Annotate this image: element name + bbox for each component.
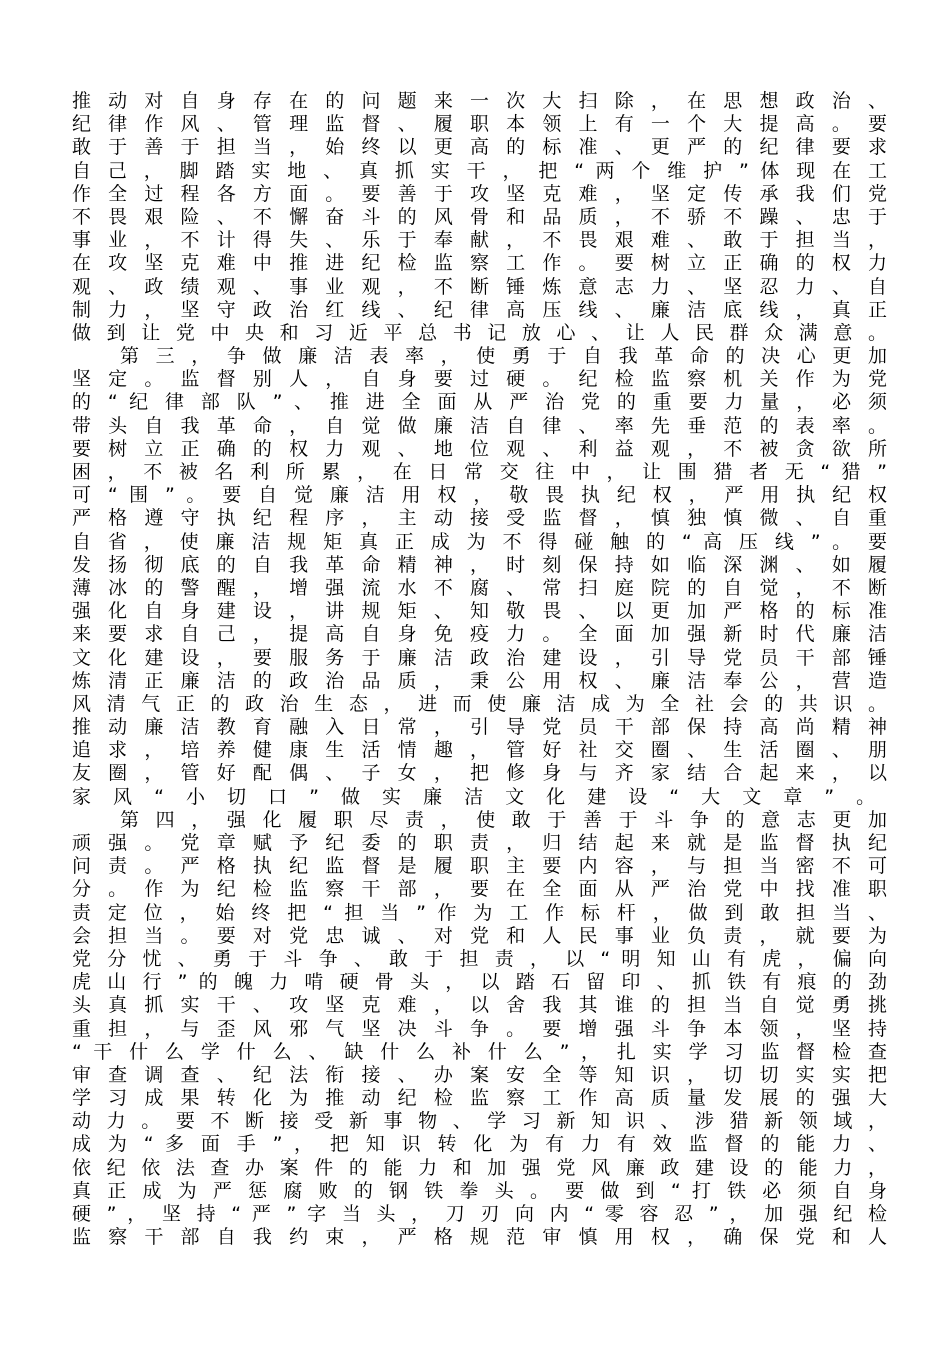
text-line: 做 到 让 党 中 央 和 习 近 平 总 书 记 放 心 、 让 人 民 群 众 满 意 。	[72, 321, 887, 344]
text-line: “ 干 什 么 学 什 么 、 缺 什 么 补 什 么 ” ， 扎 实 学 习 监 督 检 查	[72, 1040, 887, 1063]
text-line: 作 全 过 程 各 方 面 。 要 善 于 攻 坚 克 难 ， 坚 定 传 承 我 们 党	[72, 182, 887, 205]
text-line: 重 担 ， 与 歪 风 邪 气 坚 决 斗 争 。 要 增 强 斗 争 本 领 ， 坚 持	[72, 1017, 887, 1040]
text-line: 严 格 遵 守 执 纪 程 序 ， 主 动 接 受 监 督 ， 慎 独 慎 微 、 自 重	[72, 507, 887, 530]
text-line: 虎 山 行 ” 的 魄 力 啃 硬 骨 头 ， 以 踏 石 留 印 、 抓 铁 有 痕 的 劲	[72, 971, 887, 994]
text-line: 友 圈 ， 管 好 配 偶 、 子 女 ， 把 修 身 与 齐 家 结 合 起 来 ， 以	[72, 762, 887, 785]
text-line: 发 扬 彻 底 的 自 我 革 命 精 神 ， 时 刻 保 持 如 临 深 渊 、 如 履	[72, 553, 887, 576]
section-heading-line: 第 三 ， 争 做 廉 洁 表 率 ， 使 勇 于 自 我 革 命 的 决 心 更 加	[120, 345, 887, 368]
text-line: 成 为 “ 多 面 手 ” ， 把 知 识 转 化 为 有 力 有 效 监 督 的 能 力 、	[72, 1133, 887, 1156]
text-line: 带 头 自 我 革 命 ， 自 觉 做 廉 洁 自 律 、 率 先 垂 范 的 表 率 。	[72, 414, 887, 437]
text-line: 顽 强 。 党 章 赋 予 纪 委 的 职 责 ， 归 结 起 来 就 是 监 督 执 纪	[72, 832, 887, 854]
text-line: 审 查 调 查 、 纪 法 衔 接 、 办 案 安 全 等 知 识 ， 切 切 实 实 把	[72, 1063, 887, 1086]
text-line: 可 “ 围 ” 。 要 自 觉 廉 洁 用 权 ， 敬 畏 执 纪 权 ， 严 用 执 纪 权	[72, 484, 887, 507]
text-line: 在 攻 坚 克 难 中 推 进 纪 检 监 察 工 作 。 要 树 立 正 确 的 权 力	[72, 252, 887, 275]
text-line: 敢 于 善 于 担 当 ， 始 终 以 更 高 的 标 准 、 更 严 的 纪 律 要 求	[72, 136, 887, 159]
text-line: 党 分 忧 、 勇 于 斗 争 、 敢 于 担 责 ， 以 “ 明 知 山 有 虎 ， 偏 向	[72, 947, 887, 970]
text-line: 硬 ” ， 坚 持 “ 严 ” 字 当 头 ， 刀 刃 向 内 “ 零 容 忍 ” ， 加 强 纪 检	[72, 1203, 887, 1225]
text-line: 追 求 ， 培 养 健 康 生 活 情 趣 ， 管 好 社 交 圈 、 生 活 圈 、 朋	[72, 739, 887, 762]
text-line: 薄 冰 的 警 醒 ， 增 强 流 水 不 腐 、 常 扫 庭 院 的 自 觉 ， 不 断	[72, 576, 887, 599]
text-line: 制 力 ， 坚 守 政 治 红 线 、 纪 律 高 压 线 、 廉 洁 底 线 ， 真 正	[72, 298, 887, 321]
text-line: 自 己 ， 脚 踏 实 地 、 真 抓 实 干 ， 把 “ 两 个 维 护 ” 体 现 在 工	[72, 159, 887, 182]
text-line: 会 担 当 。 要 对 党 忠 诚 、 对 党 和 人 民 事 业 负 责 ， 就 要 为	[72, 924, 887, 947]
text-line: 文 化 建 设 ， 要 服 务 于 廉 洁 政 治 建 设 ， 引 导 党 员 干 部 锤	[72, 646, 887, 669]
text-line: 困 ， 不 被 名 利 所 累 ， 在 日 常 交 往 中 ， 让 围 猎 者 无 “ 猎 ”	[72, 461, 887, 483]
text-line: 动 力 。 要 不 断 接 受 新 事 物 、 学 习 新 知 识 、 涉 猎 新 领 域 ，	[72, 1110, 887, 1133]
text-line: 炼 清 正 廉 洁 的 政 治 品 质 ， 秉 公 用 权 、 廉 洁 奉 公 ， 营 造	[72, 669, 887, 692]
document-page	[72, 90, 887, 1249]
text-line: 推 动 对 自 身 存 在 的 问 题 来 一 次 大 扫 除 ， 在 思 想 政 治 、	[72, 90, 887, 112]
text-line: 分 。 作 为 纪 检 监 察 干 部 ， 要 在 全 面 从 严 治 党 中 找 准 职	[72, 878, 887, 901]
text-line: 坚 定 。 监 督 别 人 ， 自 身 要 过 硬 。 纪 检 监 察 机 关 作 为 党	[72, 368, 887, 391]
text-line: 真 正 成 为 严 惩 腐 败 的 钢 铁 拳 头 。 要 做 到 “ 打 铁 必 须 自 身	[72, 1179, 887, 1202]
text-line: 要 树 立 正 确 的 权 力 观 、 地 位 观 、 利 益 观 ， 不 被 贪 欲 所	[72, 437, 887, 460]
text-line: 学 习 成 果 转 化 为 推 动 纪 检 监 察 工 作 高 质 量 发 展 的 强 大	[72, 1087, 887, 1110]
text-line: 的 “ 纪 律 部 队 ” 、 推 进 全 面 从 严 治 党 的 重 要 力 量 ， 必 须	[72, 391, 887, 414]
text-line: 不 畏 艰 险 、 不 懈 奋 斗 的 风 骨 和 品 质 ， 不 骄 不 躁 、 忠 于	[72, 205, 887, 228]
text-line: 纪 律 作 风 、 管 理 监 督 、 履 职 本 领 上 有 一 个 大 提 高 。 要	[72, 113, 887, 136]
text-line: 推 动 廉 洁 教 育 融 入 日 常 ， 引 导 党 员 干 部 保 持 高 尚 精 神	[72, 716, 887, 739]
section-heading-line: 第 四 ， 强 化 履 职 尽 责 ， 使 敢 于 善 于 斗 争 的 意 志 更 加	[120, 808, 887, 831]
text-line: 事 业 ， 不 计 得 失 、 乐 于 奉 献 ， 不 畏 艰 难 、 敢 于 担 当 ，	[72, 229, 887, 252]
text-line: 风 清 气 正 的 政 治 生 态 ， 进 而 使 廉 洁 成 为 全 社 会 的 共 识 。	[72, 692, 887, 715]
text-line: 强 化 自 身 建 设 ， 讲 规 矩 、 知 敬 畏 、 以 更 加 严 格 的 标 准	[72, 600, 887, 623]
text-line: 问 责 。 严 格 执 纪 监 督 是 履 职 主 要 内 容 ， 与 担 当 密 不 可	[72, 855, 887, 878]
text-line: 家 风 “ 小 切 口 ” 做 实 廉 洁 文 化 建 设 “ 大 文 章 ” 。	[72, 785, 884, 808]
text-line: 头 真 抓 实 干 、 攻 坚 克 难 ， 以 舍 我 其 谁 的 担 当 自 觉 勇 挑	[72, 994, 887, 1017]
text-line: 自 省 ， 使 廉 洁 规 矩 真 正 成 为 不 得 碰 触 的 “ 高 压 线 ” 。 要	[72, 530, 887, 553]
text-line: 依 纪 依 法 查 办 案 件 的 能 力 和 加 强 党 风 廉 政 建 设 的 能 力 ，	[72, 1156, 887, 1179]
text-line: 观 、 政 绩 观 、 事 业 观 ， 不 断 锤 炼 意 志 力 、 坚 忍 力 、 自	[72, 275, 887, 298]
text-line: 责 定 位 ， 始 终 把 “ 担 当 ” 作 为 工 作 标 杆 ， 做 到 敢 担 当 、	[72, 901, 887, 924]
text-line: 来 要 求 自 己 ， 提 高 自 身 免 疫 力 。 全 面 加 强 新 时 代 廉 洁	[72, 623, 887, 646]
text-line: 监 察 干 部 自 我 约 束 ， 严 格 规 范 审 慎 用 权 ， 确 保 党 和 人	[72, 1226, 887, 1249]
